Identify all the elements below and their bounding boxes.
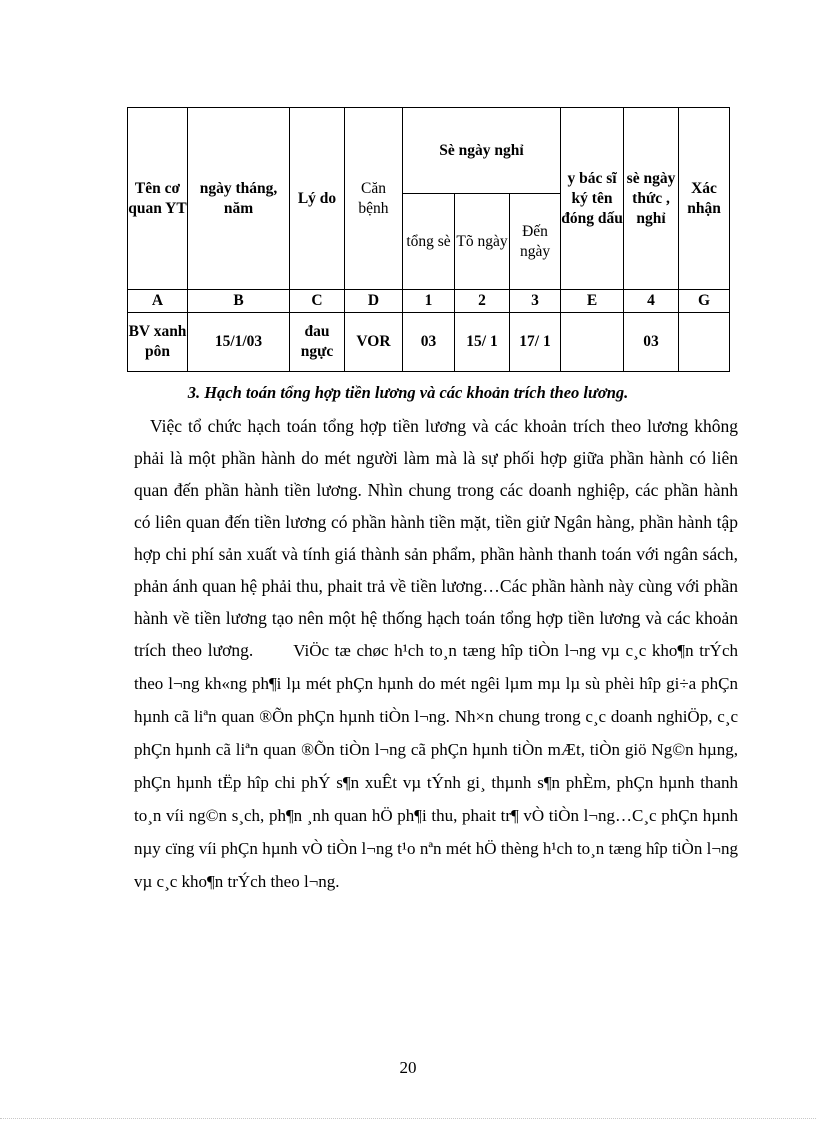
letter-cell: C — [290, 290, 345, 313]
cell-tu-ngay: 15/ 1 — [455, 313, 510, 372]
paragraph-vietnamese: Việc tổ chức hạch toán tổng hợp tiền lương và các khoản trích theo lương không phải là một phần hành do mét người làm mà là sự phối hợp giữa phần hành có liên quan đến phần hành tiền lương. Nhìn chung trong các doanh nghiệp, các phần hành có liên quan đến tiền lương có phần hành tiền mặt, tiền giử Ngân hàng, phần hành tập hợp chi phí sản xuất và tính giá thành sản phẩm, phần hành thanh toán với ngân sách, phản ánh quan hệ phải thu, phait trả về tiền lương…Các phần hành này cùng với phần hành về tiền lương tạo nên một hệ thống hạch toán tổng hợp tiền lương và các khoản trích theo lương. — [134, 416, 738, 660]
cell-so-ngay-thuc: 03 — [624, 313, 679, 372]
header-ngay-thang-nam: ngày tháng, năm — [188, 108, 290, 290]
table-header-row — [128, 108, 730, 194]
letter-cell: D — [345, 290, 403, 313]
cell-can-benh: VOR — [345, 313, 403, 372]
header-can-benh: Căn bệnh — [345, 108, 403, 290]
letter-cell: 4 — [624, 290, 679, 313]
cell-tong-so: 03 — [403, 313, 455, 372]
header-y-bac-si: y bác sĩ ký tên đóng dấu — [561, 108, 624, 290]
page-number: 20 — [399, 1058, 417, 1077]
header-den-ngay: Đến ngày — [510, 194, 561, 290]
cell-ly-do: đau ngực — [290, 313, 345, 372]
cell-bac-si — [561, 313, 624, 372]
paragraph-legacy-encoding: ViÖc tæ chøc h¹ch to¸n tæng hîp tiÒn l¬ng vµ c¸c kho¶n trÝch theo l¬ng kh«ng ph¶i lµ mét phÇn hµnh do mét ngêi lµm mµ lµ sù phèi hîp gi÷a phÇn hµnh cã liªn quan ®Õn phÇn hµnh tiÒn l¬ng. Nh×n chung trong c¸c doanh nghiÖp, c¸c phÇn hµnh cã liªn quan ®Õn tiÒn l¬ng cã phÇn hµnh tiÒn mÆt, tiÒn giö Ng©n hµng, phÇn hµnh tËp hîp chi phÝ s¶n xuÊt vµ tÝnh gi¸ thµnh s¶n phÈm, phÇn hµnh thanh to¸n víi ng©n s¸ch, ph¶n ¸nh quan hÖ ph¶i thu, phait tr¶ vÒ tiÒn l¬ng…C¸c phÇn hµnh nµy cïng víi phÇn hµnh vÒ tiÒn l¬ng t¹o nªn mét hÖ thèng h¹ch to¸n tæng hîp tiÒn l¬ng vµ c¸c kho¶n trÝch theo l¬ng. — [134, 641, 738, 891]
header-ly-do: Lý do — [290, 108, 345, 290]
letter-cell: B — [188, 290, 290, 313]
cell-den-ngay: 17/ 1 — [510, 313, 561, 372]
section-heading: 3. Hạch toán tổng hợp tiền lương và các khoản trích theo lương. — [187, 383, 629, 402]
letter-cell: E — [561, 290, 624, 313]
header-so-ngay-nghi: Sè ngày nghỉ — [403, 108, 561, 194]
header-so-ngay-thuc-nghi: sè ngày thức , nghỉ — [624, 108, 679, 290]
letter-cell: G — [679, 290, 730, 313]
cell-co-quan: BV xanh pôn — [128, 313, 188, 372]
cell-ngay: 15/1/03 — [188, 313, 290, 372]
letter-cell: A — [128, 290, 188, 313]
header-tu-ngay: Tõ ngày — [455, 194, 510, 290]
page-bottom-border — [0, 1118, 816, 1119]
table-letter-row — [128, 290, 730, 313]
sick-leave-table — [127, 107, 730, 372]
table-row — [128, 313, 730, 372]
letter-cell: 1 — [403, 290, 455, 313]
header-tong-so: tổng sè — [403, 194, 455, 290]
letter-cell: 2 — [455, 290, 510, 313]
header-ten-co-quan: Tên cơ quan YT — [128, 108, 188, 290]
header-xac-nhan: Xác nhận — [679, 108, 730, 290]
cell-xac-nhan — [679, 313, 730, 372]
letter-cell: 3 — [510, 290, 561, 313]
body-text — [134, 410, 738, 898]
